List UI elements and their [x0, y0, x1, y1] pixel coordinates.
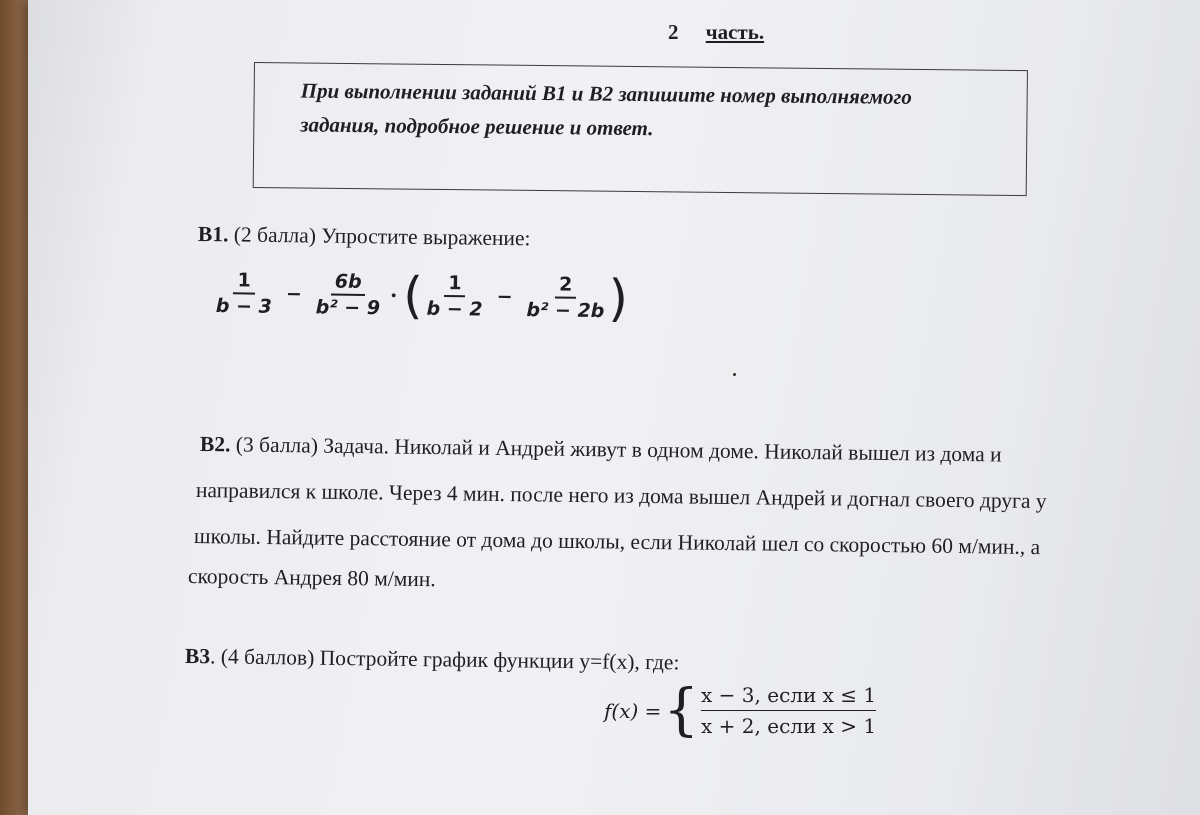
instructions-line-1: При выполнении заданий В1 и В2 запишите номер выполняемого	[300, 78, 912, 109]
function-case-1: x − 3, если x ≤ 1	[701, 683, 877, 707]
curly-brace: {	[663, 677, 700, 743]
fraction-2-numerator: 6b	[331, 270, 366, 296]
instructions-text	[300, 73, 1021, 149]
multiplication-dot: •	[390, 288, 398, 302]
task-b2-line-4: скорость Андрея 80 м/мин.	[187, 564, 436, 592]
instructions-box	[253, 62, 1028, 196]
minus-sign-2: −	[496, 285, 513, 308]
task-b2-line-3: школы. Найдите расстояние от дома до школы, если Николай шел со скоростью 60 м/мин., а	[193, 524, 1041, 560]
minus-sign: −	[285, 282, 303, 306]
task-b2-line-1-text: (3 балла) Задача. Николай и Андрей живут в одном доме. Николай вышел из дома и	[235, 432, 1002, 467]
section-number: 2	[668, 20, 679, 44]
fraction-1-numerator: 1	[233, 268, 255, 294]
section-heading	[668, 20, 764, 45]
exam-sheet	[28, 0, 1200, 815]
task-b2-line-1	[200, 432, 1002, 467]
task-b1-label: B1.	[197, 222, 229, 247]
task-b1-heading	[198, 222, 531, 251]
fraction-2	[312, 269, 385, 320]
fraction-1-denominator: b − 3	[215, 295, 272, 318]
fraction-3-denominator: b − 2	[426, 297, 483, 321]
task-b2-line-2: направился к школе. Через 4 мин. после него из дома вышел Андрей и догнал своего друга у	[195, 478, 1047, 514]
piecewise-function	[604, 677, 877, 743]
task-b3-label: B3	[184, 644, 211, 669]
task-b3-text: . (4 баллов) Постройте график функции y=f(x), где:	[209, 644, 680, 675]
fraction-4	[522, 272, 609, 323]
section-title: часть.	[705, 20, 765, 44]
task-b1-expression	[212, 266, 629, 328]
fraction-3	[422, 271, 487, 322]
fraction-4-numerator: 2	[555, 272, 577, 298]
task-b1-text: (2 балла) Упростите выражение:	[233, 222, 531, 251]
fraction-2-denominator: b² − 9	[315, 296, 381, 320]
function-cases	[701, 680, 876, 741]
function-case-2: x + 2, если x > 1	[701, 710, 876, 741]
open-parenthesis: (	[402, 266, 424, 325]
function-lhs: f(x) =	[604, 698, 662, 723]
instructions-line-2: задания, подробное решение и ответ.	[300, 112, 654, 141]
task-b2-label: B2.	[199, 432, 231, 457]
paper-speck	[733, 373, 736, 376]
close-parenthesis: )	[608, 269, 629, 328]
task-b3-heading	[185, 644, 680, 675]
fraction-4-denominator: b² − 2b	[526, 299, 605, 323]
fraction-1	[212, 268, 277, 319]
fraction-3-numerator: 1	[444, 271, 466, 297]
